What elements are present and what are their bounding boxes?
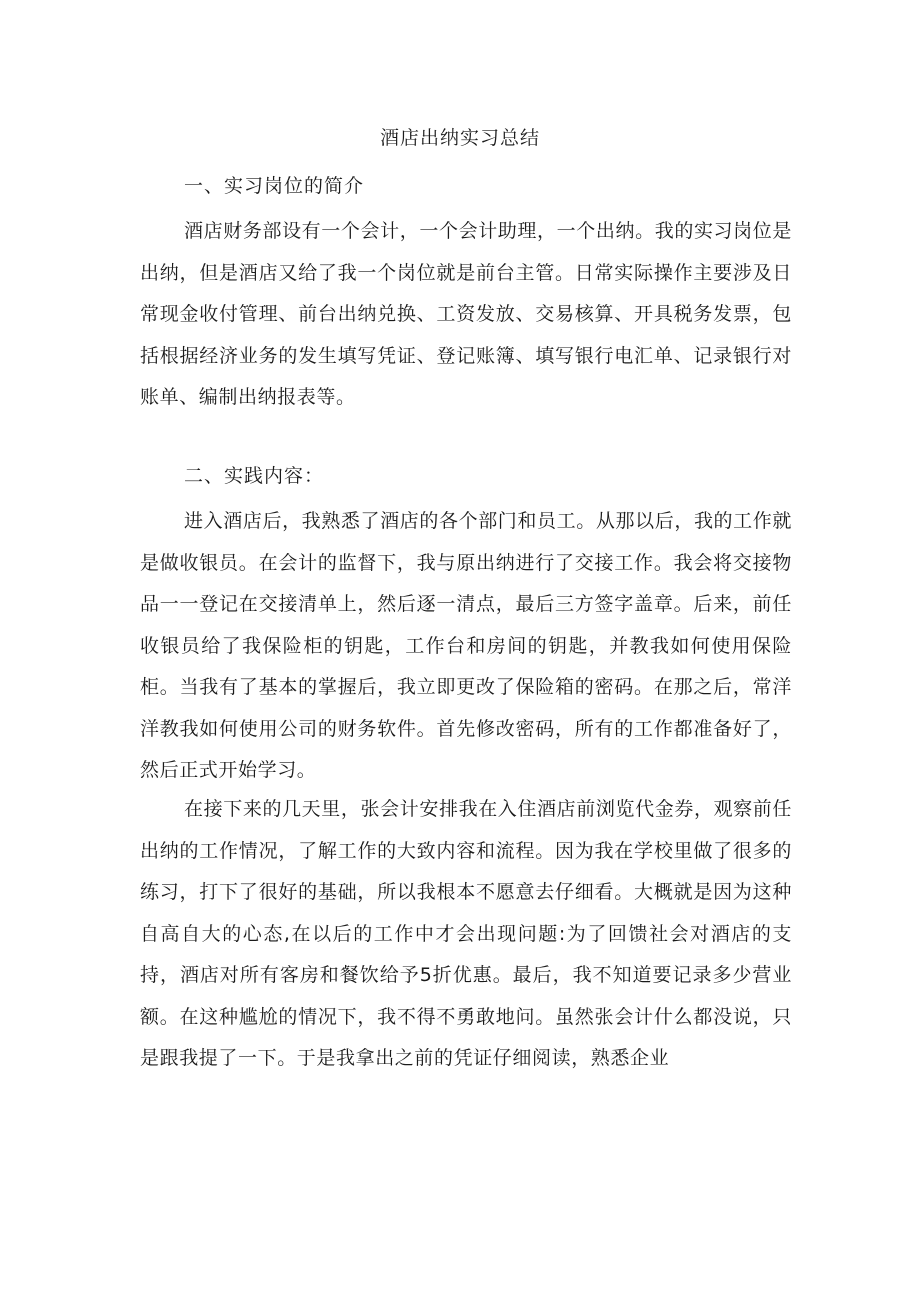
section-heading-1: 一、实习岗位的简介 [184, 175, 365, 197]
paragraph-practice-2: 在接下来的几天里，张会计安排我在入住酒店前浏览代金券，观察前任出纳的工作情况，了解工作的大致内容和流程。因为我在学校里做了很多的练习，打下了很好的基础，所以我根本不愿意去仔细看。大概就是因为这种自高自大的心态,在以后的工作中才会出现问题:为了回馈社会对酒店的支持，酒店对所有客房和餐饮给予5折优惠。最后，我不知道要记录多少营业额。在这种尴尬的情况下，我不得不勇敢地问。虽然张会计什么都没说，只是跟我提了一下。于是我拿出之前的凭证仔细阅读，熟悉企业 [140, 798, 792, 1069]
section-heading-2: 二、实践内容： [184, 465, 325, 487]
paragraph-job-intro: 酒店财务部设有一个会计，一个会计助理，一个出纳。我的实习岗位是出纳，但是酒店又给了我一个岗位就是前台主管。日常实际操作主要涉及日常现金收付管理、前台出纳兑换、工资发放、交易核算、开具税务发票，包括根据经济业务的发生填写凭证、登记账簿、填写银行电汇单、记录银行对账单、编制出纳报表等。 [140, 220, 792, 408]
paragraph-practice-1: 进入酒店后，我熟悉了酒店的各个部门和员工。从那以后，我的工作就是做收银员。在会计的监督下，我与原出纳进行了交接工作。我会将交接物品一一登记在交接清单上，然后逐一清点，最后三方签字盖章。后来，前任收银员给了我保险柜的钥匙，工作台和房间的钥匙，并教我如何使用保险柜。当我有了基本的掌握后，我立即更改了保险箱的密码。在那之后，常洋洋教我如何使用公司的财务软件。首先修改密码，所有的工作都准备好了，然后正式开始学习。 [140, 510, 792, 781]
document-title: 酒店出纳实习总结 [379, 127, 540, 149]
